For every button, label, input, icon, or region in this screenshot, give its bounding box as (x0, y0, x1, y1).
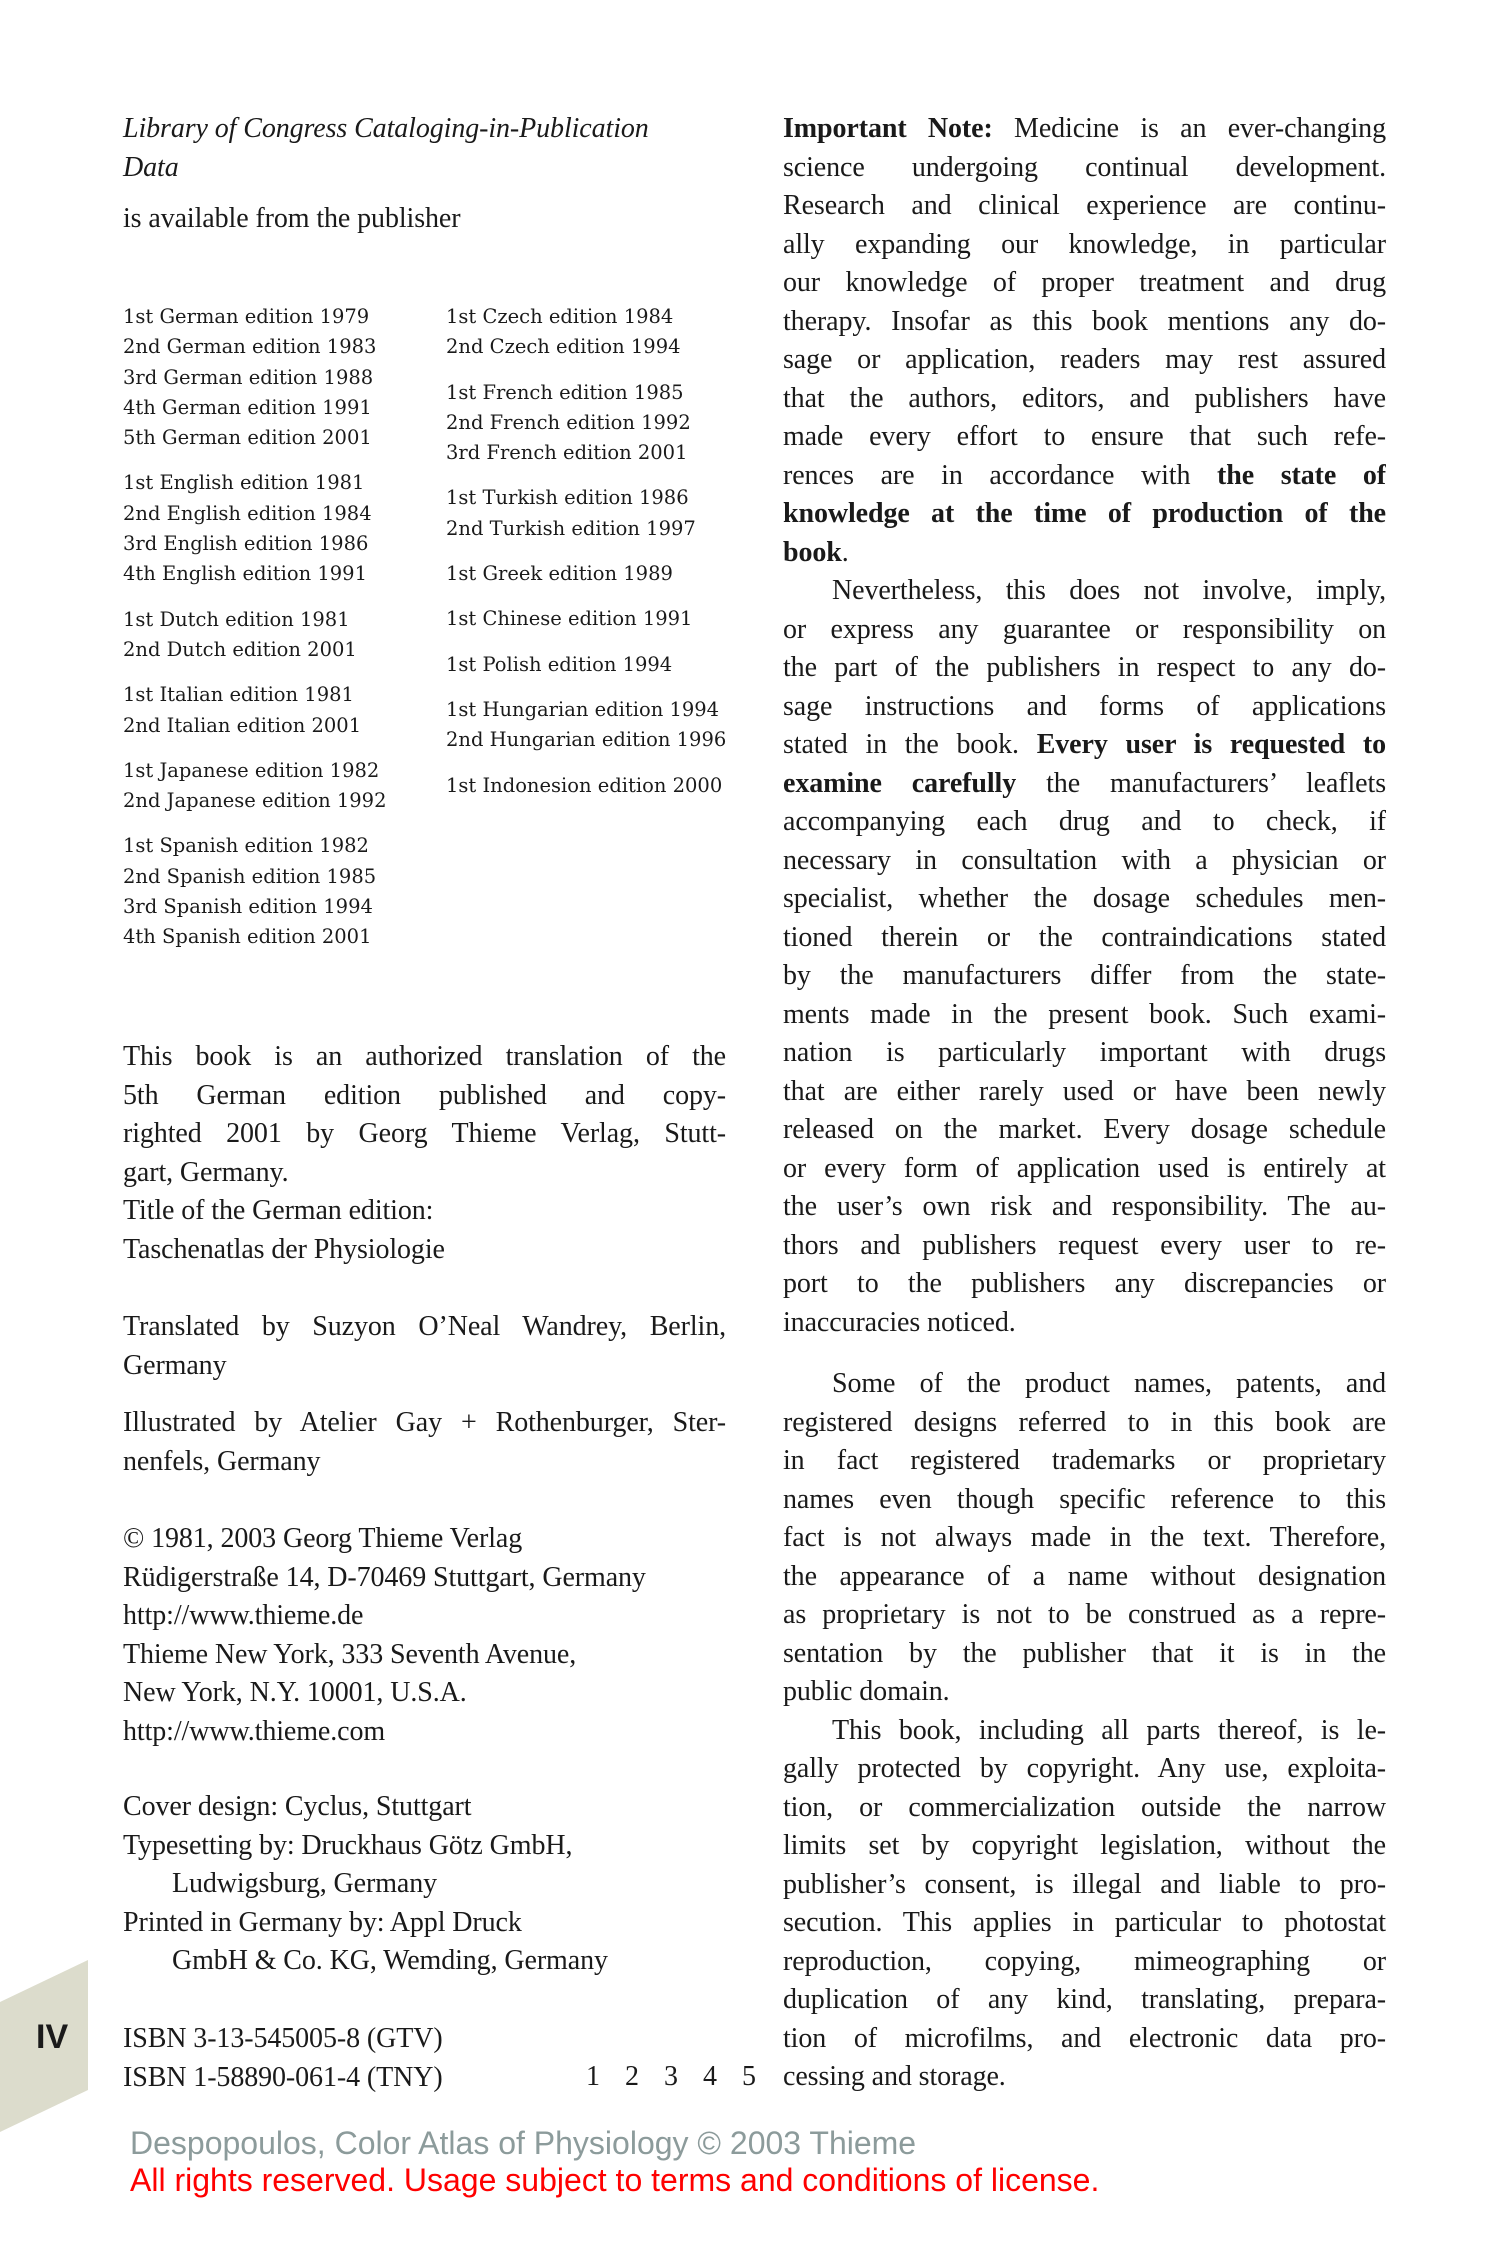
bold-text: knowledge at the time of production of the (783, 498, 1386, 529)
bold-text: Important Note: (783, 113, 993, 144)
bold-text: the state of (1217, 459, 1386, 491)
edition-group (446, 302, 726, 363)
text-line: 5th German edition published and copy- (123, 1079, 726, 1111)
text-line: publisher’s consent, is illegal and liable to pro- (783, 1868, 1386, 1900)
illustrator-credit (123, 1404, 726, 1481)
text-line: the user’s own risk and responsibility. The au- (783, 1191, 1386, 1222)
edition-entry: 2nd English edition 1984 (123, 501, 372, 525)
edition-entry: 1st Polish edition 1994 (446, 652, 673, 676)
edition-entry: 4th English edition 1991 (123, 562, 367, 586)
edition-entry: 2nd French edition 1992 (446, 410, 691, 434)
text-line: Title of the German edition: (123, 1195, 434, 1226)
edition-entry: 3rd English edition 1986 (123, 532, 369, 556)
bold-text: examine carefully (783, 767, 1017, 799)
edition-entry: 2nd Dutch edition 2001 (123, 637, 357, 661)
text-span: stated in the book. (783, 729, 1037, 760)
text-line: New York, N.Y. 10001, U.S.A. (123, 1677, 467, 1708)
edition-entry: 1st Turkish edition 1986 (446, 486, 689, 510)
text-line: Illustrated by Atelier Gay + Rothenburger, Ster- (123, 1407, 726, 1438)
text-line: ISBN 1-58890-061-4 (TNY) (123, 2061, 443, 2093)
text-line: reproduction, copying, mimeographing or (783, 1945, 1386, 1977)
text-line: inaccuracies noticed. (783, 1306, 1016, 1338)
text-line: Rüdigerstraße 14, D-70469 Stuttgart, Germany (123, 1561, 646, 1593)
edition-entry: 1st Italian edition 1981 (123, 683, 354, 707)
text-line: therapy. Insofar as this book mentions any do- (783, 305, 1386, 337)
edition-entry: 2nd Spanish edition 1985 (123, 864, 377, 888)
text-line: nenfels, Germany (123, 1445, 321, 1477)
text-line: as proprietary is not to be construed as a repre- (783, 1599, 1386, 1630)
text-line: Cover design: Cyclus, Stuttgart (123, 1791, 472, 1822)
important-note (783, 110, 1386, 1342)
text-line: released on the market. Every dosage schedule (783, 1114, 1386, 1145)
edition-entry: 1st Czech edition 1984 (446, 305, 674, 328)
translation-notice (123, 1038, 726, 1269)
copyright-publisher-info (123, 1520, 726, 1751)
edition-entry: 5th German edition 2001 (123, 426, 372, 450)
text-line: nation is particularly important with drugs (783, 1037, 1386, 1068)
edition-entry: 1st English edition 1981 (123, 471, 365, 495)
edition-group (446, 650, 726, 680)
edition-entry: 2nd Hungarian edition 1996 (446, 728, 727, 752)
text-line (783, 495, 1386, 534)
text-line: science undergoing continual development. (783, 151, 1386, 183)
text-line: our knowledge of proper treatment and drug (783, 267, 1386, 298)
text-line (783, 457, 1386, 496)
edition-entry: 1st German edition 1979 (123, 305, 370, 328)
text-line: sentation by the publisher that it is in the (783, 1637, 1386, 1669)
edition-entry: 1st Hungarian edition 1994 (446, 697, 720, 721)
edition-group (123, 831, 387, 952)
text-line: Typesetting by: Druckhaus Götz GmbH, (123, 1829, 573, 1861)
production-credits (123, 1788, 726, 1981)
edition-entry: 1st Japanese edition 1982 (123, 758, 380, 782)
edition-entry: 4th German edition 1991 (123, 395, 372, 419)
edition-group (123, 605, 387, 666)
edition-entry: 1st Chinese edition 1991 (446, 607, 693, 631)
edition-group (123, 468, 387, 589)
text-line: in fact registered trademarks or proprietary (783, 1445, 1386, 1476)
edition-entry: 2nd Japanese edition 1992 (123, 789, 387, 813)
text-span: rences are in accordance with (783, 459, 1218, 491)
text-line: ments made in the present book. Such exami- (783, 998, 1386, 1030)
text-line: Germany (123, 1349, 227, 1381)
text-span: the manufacturers’ leaflets (1016, 767, 1386, 799)
text-line: that are either rarely used or have been newly (783, 1075, 1386, 1107)
edition-entry: 1st Greek edition 1989 (446, 562, 673, 586)
text-line: secution. This applies in particular to photostat (783, 1907, 1386, 1938)
text-line: gally protected by copyright. Any use, exploita- (783, 1753, 1386, 1784)
text-line: is available from the publisher (123, 203, 461, 234)
text-line: thors and publishers request every user to re- (783, 1229, 1386, 1261)
edition-group (446, 604, 726, 634)
text-line (783, 765, 1386, 804)
text-line: fact is not always made in the text. Therefore, (783, 1522, 1386, 1553)
text-line: This book, including all parts thereof, is le- (832, 1714, 1386, 1746)
text-line: limits set by copyright legislation, without the (783, 1830, 1386, 1861)
edition-entry: 1st Indonesion edition 2000 (446, 773, 723, 797)
text-line: necessary in consultation with a physician or (783, 844, 1386, 876)
text-line: Library of Congress Cataloging-in-Publication (123, 113, 649, 144)
edition-entry: 1st Spanish edition 1982 (123, 834, 369, 858)
text-span: . (841, 536, 849, 568)
text-line: made every effort to ensure that such refe- (783, 421, 1386, 452)
edition-entry: 2nd German edition 1983 (123, 335, 377, 359)
text-line: tioned therein or the contraindications stated (783, 921, 1386, 953)
text-line: by the manufacturers differ from the state- (783, 960, 1386, 991)
text-line: Translated by Suzyon O’Neal Wandrey, Berlin, (123, 1311, 726, 1342)
edition-group (446, 695, 726, 756)
text-line: Taschenatlas der Physiologie (123, 1233, 445, 1265)
edition-entry: 2nd Italian edition 2001 (123, 713, 362, 737)
text-line (783, 110, 1386, 149)
text-line: Data (123, 151, 179, 183)
edition-group (123, 680, 387, 741)
translator-credit (123, 1308, 726, 1385)
edition-entry: 3rd Spanish edition 1994 (123, 895, 373, 919)
edition-entry: 2nd Turkish edition 1997 (446, 516, 696, 540)
text-line: http://www.thieme.com (123, 1715, 386, 1747)
cip-availability (123, 200, 726, 239)
edition-group (446, 378, 726, 469)
text-line: http://www.thieme.de (123, 1600, 364, 1631)
text-line: ally expanding our knowledge, in particular (783, 228, 1386, 260)
edition-entry: 3rd German edition 1988 (123, 365, 374, 389)
edition-entry: 2nd Czech edition 1994 (446, 335, 681, 359)
text-line: or every form of application used is entirely at (783, 1152, 1386, 1184)
edition-entry: 4th Spanish edition 2001 (123, 925, 372, 949)
text-line: Some of the product names, patents, and (832, 1368, 1386, 1399)
text-line: © 1981, 2003 Georg Thieme Verlag (123, 1523, 523, 1554)
edition-entry: 3rd French edition 2001 (446, 441, 688, 465)
page-number: IV (36, 2018, 69, 2056)
text-line (783, 534, 1386, 573)
printing-numbers: 1 2 3 4 5 (586, 2061, 765, 2092)
text-line: sage or application, readers may rest assured (783, 344, 1386, 375)
text-line: Printed in Germany by: Appl Druck (123, 1906, 522, 1938)
text-line: specialist, whether the dosage schedules men- (783, 883, 1386, 914)
text-line: duplication of any kind, translating, prepara- (783, 1984, 1386, 2015)
text-line: Ludwigsburg, Germany (172, 1868, 437, 1899)
bold-text: Every user is requested to (1036, 729, 1386, 760)
edition-entry: 1st French edition 1985 (446, 380, 684, 404)
text-line: that the authors, editors, and publishers have (783, 382, 1386, 414)
text-line: This book is an authorized translation of the (123, 1041, 726, 1072)
text-line: the part of the publishers in respect to any do- (783, 652, 1386, 683)
footer-source: Despopoulos, Color Atlas of Physiology © 2003 Thieme (130, 2125, 917, 2161)
text-line: Nevertheless, this does not involve, imply, (832, 575, 1386, 606)
text-line: cessing and storage. (783, 2061, 1006, 2092)
text-line: port to the publishers any discrepancies or (783, 1268, 1386, 1299)
edition-history-column-2 (446, 302, 726, 816)
edition-history-column-1 (123, 302, 387, 968)
text-line: the appearance of a name without designation (783, 1560, 1386, 1592)
edition-group (123, 756, 387, 817)
text-line: gart, Germany. (123, 1156, 289, 1188)
text-line: Research and clinical experience are continu- (783, 190, 1386, 221)
trademark-copyright-notice (783, 1365, 1386, 2097)
text-line (783, 726, 1386, 765)
text-line: ISBN 3-13-545005-8 (GTV) (123, 2023, 443, 2054)
edition-group (446, 559, 726, 589)
edition-group (446, 771, 726, 801)
bold-text: book (783, 536, 842, 568)
text-line: public domain. (783, 1676, 950, 1707)
text-line: accompanying each drug and to check, if (783, 806, 1386, 837)
edition-entry: 1st Dutch edition 1981 (123, 607, 350, 631)
text-line: tion of microfilms, and electronic data pro- (783, 2022, 1386, 2054)
text-line: tion, or commercialization outside the narrow (783, 1791, 1386, 1823)
edition-group (446, 483, 726, 544)
text-line: righted 2001 by Georg Thieme Verlag, Stutt- (123, 1118, 726, 1149)
text-line: names even though specific reference to this (783, 1483, 1386, 1515)
text-line: or express any guarantee or responsibility on (783, 613, 1386, 645)
text-line: registered designs referred to in this book are (783, 1406, 1386, 1438)
text-line: Thieme New York, 333 Seventh Avenue, (123, 1638, 577, 1670)
text-span: Medicine is an ever-changing (992, 113, 1386, 144)
text-line: GmbH & Co. KG, Wemding, Germany (172, 1945, 608, 1976)
footer-license: All rights reserved. Usage subject to terms and conditions of license. (130, 2162, 1100, 2198)
text-line: sage instructions and forms of applications (783, 690, 1386, 722)
cip-heading (123, 110, 726, 187)
edition-group (123, 302, 387, 453)
